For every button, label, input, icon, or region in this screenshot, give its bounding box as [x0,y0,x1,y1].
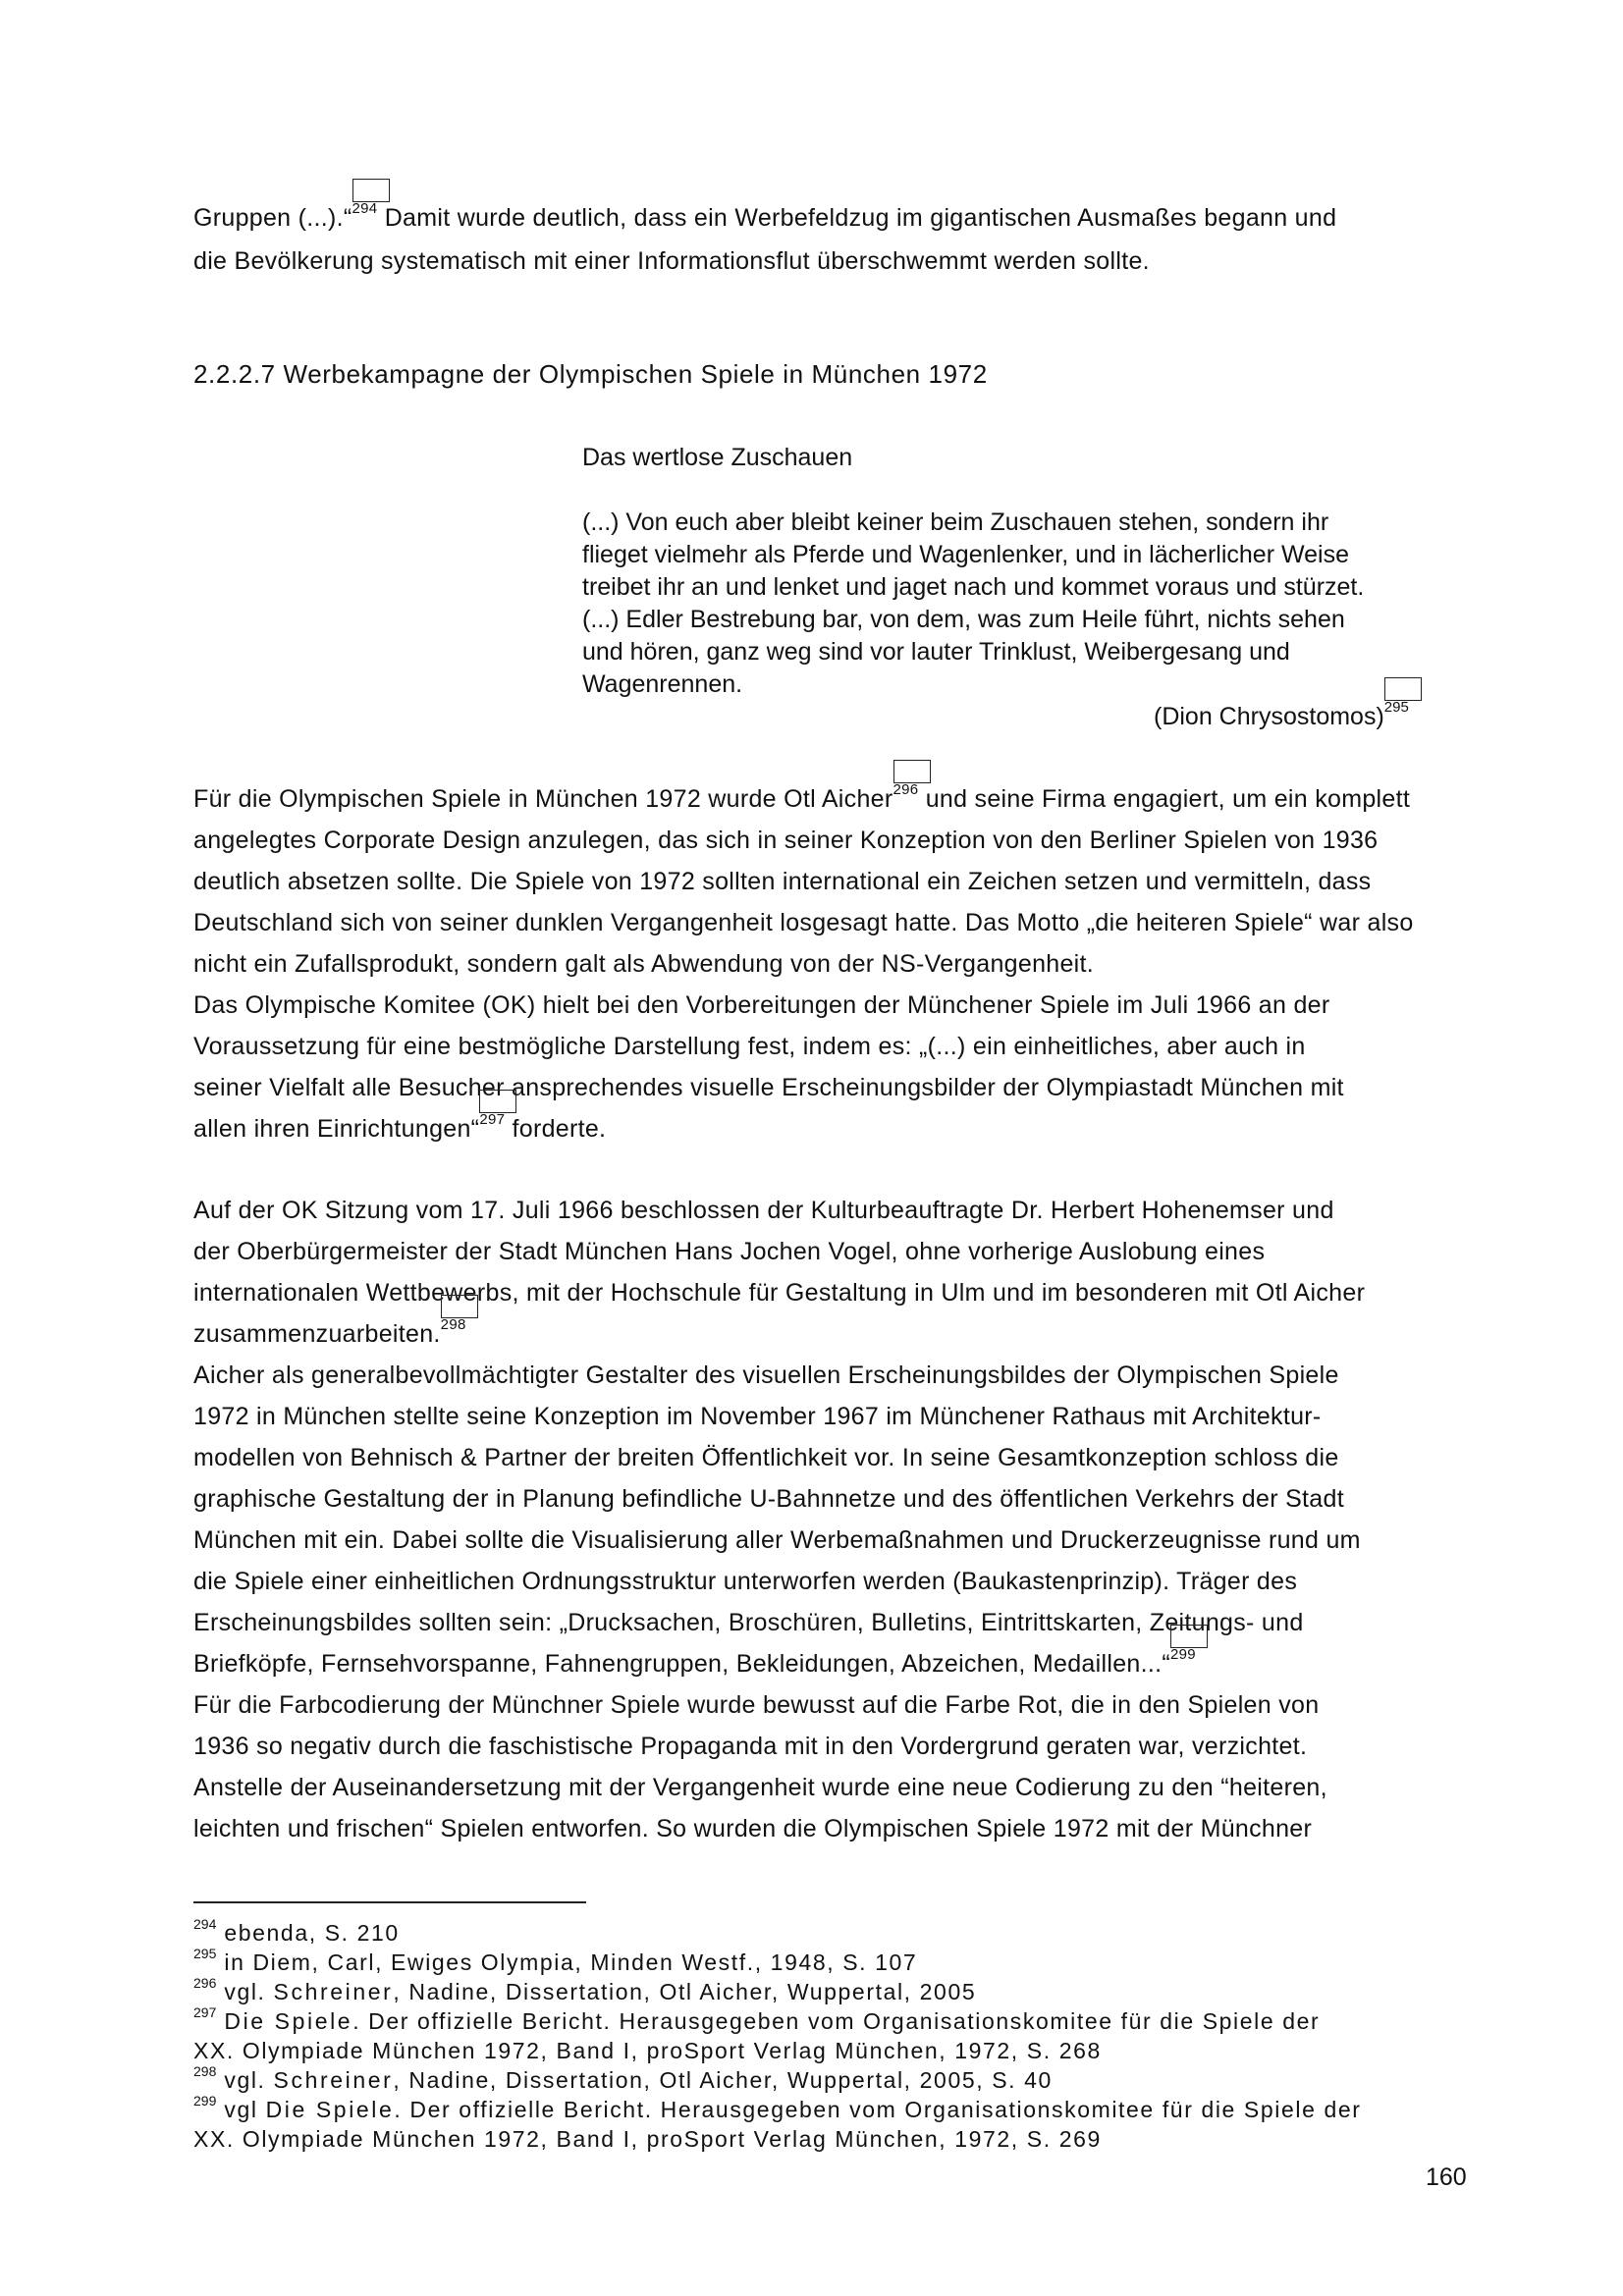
footnote-299-cont: XX. Olympiade München 1972, Band I, proSport Verlag München, 1972, S. 269 [193,2126,1102,2152]
attribution-text: (Dion Chrysostomos) [1154,703,1384,730]
body-line: deutlich absetzen sollte. Die Spiele von 1972 sollten international ein Zeichen setzen und vermitteln, dass [193,868,1372,895]
footnote-number: 299 [193,2093,217,2109]
body-line: graphische Gestaltung der in Planung befindliche U-Bahnnetze und des öffentlichen Verkehrs der Stadt [193,1485,1344,1513]
body-text: Für die Olympischen Spiele in München 1972 wurde Otl Aicher [193,785,893,813]
footnote-text: . Der offizielle Bericht. Herausgegeben vom Organisationskomitee für die Spiele der [394,2097,1362,2122]
intro-text-a: Gruppen (...).“ [193,204,352,232]
body-line: München mit ein. Dabei sollte die Visualisierung aller Werbemaßnahmen und Druckerzeugnisse rund um [193,1526,1361,1554]
footnote-number: 296 [193,1975,217,1992]
footnote-ref-297[interactable]: 297 [479,1115,505,1144]
body-text: Briefköpfe, Fernsehvorspanne, Fahnengruppen, Bekleidungen, Abzeichen, Medaillen...“ [193,1650,1170,1678]
quote-line: treibet ihr an und lenket und jaget nach und kommet voraus und stürzet. [582,573,1365,601]
footnote-text: , Nadine, Dissertation, Otl Aicher, Wuppertal, 2005 [393,1979,977,2004]
footnote-author: Schreiner [273,2067,394,2093]
footnote-text: vgl. [224,1979,274,2004]
footnote-text: in Diem, Carl, Ewiges Olympia, Minden Westf., 1948, S. 107 [224,1949,918,1975]
body-text: zusammenzuarbeiten. [193,1320,441,1348]
body-line: Aicher als generalbevollmächtigter Gestalter des visuellen Erscheinungsbildes der Olympischen Spiele [193,1362,1339,1389]
body-line: Anstelle der Auseinandersetzung mit der Vergangenheit wurde eine neue Codierung zu den “heiteren, [193,1774,1327,1801]
body-line: internationalen Wettbewerbs, mit der Hochschule für Gestaltung in Ulm und im besonderen mit Otl Aicher [193,1279,1366,1307]
quote-line: und hören, ganz weg sind vor lauter Trinklust, Weibergesang und [582,638,1290,666]
body-line: 1936 so negativ durch die faschistische Propaganda mit in den Vordergrund geraten war, verzichtet. [193,1733,1308,1760]
footnote-title: Die Spiele [265,2097,395,2122]
quote-title: Das wertlose Zuschauen [582,444,853,471]
body-line: Deutschland sich von seiner dunklen Vergangenheit losgesagt hatte. Das Motto „die heiteren Spiele“ war also [193,909,1414,936]
body-line: Das Olympische Komitee (OK) hielt bei den Vorbereitungen der Münchener Spiele im Juli 1966 an der [193,991,1330,1019]
intro-text-b: Damit wurde deutlich, dass ein Werbefeldzug im gigantischen Ausmaßes begann und [384,204,1337,232]
footnote-ref-294[interactable]: 294 [352,204,378,233]
body-line [193,780,1411,814]
body-line: modellen von Behnisch & Partner der breiten Öffentlichkeit vor. In seine Gesamtkonzeption schloss die [193,1444,1339,1471]
body-line: 1972 in München stellte seine Konzeption im November 1967 im Münchener Rathaus mit Architektur- [193,1403,1322,1430]
footnote-text: . Der offizielle Bericht. Herausgegeben vom Organisationskomitee für die Spiele der [352,2008,1321,2034]
body-line: Für die Farbcodierung der Münchner Spiele wurde bewusst auf die Farbe Rot, die in den Spielen von [193,1691,1320,1719]
footnote-ref-298[interactable]: 298 [441,1320,466,1349]
body-text: allen ihren Einrichtungen“ [193,1115,480,1143]
footnote-number: 298 [193,2063,217,2080]
footnote-297-cont: XX. Olympiade München 1972, Band I, proSport Verlag München, 1972, S. 268 [193,2038,1102,2063]
body-line [193,1110,607,1144]
footnote-text: vgl [224,2097,266,2122]
footnote-number: 294 [193,1916,217,1933]
footnote-299 [193,2093,1362,2123]
footnote-title: Die Spiele [224,2008,353,2034]
quote-attribution [1154,698,1409,731]
footnote-296 [193,1975,977,2005]
footnote-text: vgl. [224,2067,274,2093]
body-text: und seine Firma engagiert, um ein komplett [925,785,1411,813]
body-line [193,1645,1196,1679]
footnote-ref-296[interactable]: 296 [893,785,919,814]
quote-line: flieget vielmehr als Pferde und Wagenlenker, und in lächerlicher Weise [582,541,1349,568]
page-number: 160 [1426,2163,1467,2191]
footnote-295 [193,1946,918,1976]
footnote-number: 295 [193,1946,217,1962]
quote-line: (...) Edler Bestrebung bar, von dem, was zum Heile führt, nichts sehen [582,606,1345,633]
body-line: Auf der OK Sitzung vom 17. Juli 1966 beschlossen der Kulturbeauftragte Dr. Herbert Hohenemser und [193,1197,1334,1224]
footnote-ref-295[interactable]: 295 [1384,703,1409,731]
body-line: Erscheinungsbildes sollten sein: „Drucksachen, Broschüren, Bulletins, Eintrittskarten, Zeitungs- und [193,1609,1304,1636]
body-line: angelegtes Corporate Design anzulegen, das sich in seiner Konzeption von den Berliner Spielen von 1936 [193,827,1379,854]
body-line: Voraussetzung für eine bestmögliche Darstellung fest, indem es: „(...) ein einheitliches, aber auch in [193,1033,1306,1060]
quote-line: (...) Von euch aber bleibt keiner beim Zuschauen stehen, sondern ihr [582,508,1329,536]
body-line: seiner Vielfalt alle Besucher ansprechendes visuelle Erscheinungsbilder der Olympiastadt München mit [193,1074,1344,1101]
intro-line-2: die Bevölkerung systematisch mit einer Informationsflut überschwemmt werden sollte. [193,247,1150,275]
footnote-294 [193,1916,400,1947]
footnote-text: ebenda, S. 210 [224,1920,400,1946]
footnote-text: , Nadine, Dissertation, Otl Aicher, Wuppertal, 2005, S. 40 [393,2067,1053,2093]
body-line: nicht ein Zufallsprodukt, sondern galt als Abwendung von der NS-Vergangenheit. [193,950,1095,978]
body-line [193,1315,466,1349]
footnote-separator [193,1901,586,1903]
footnote-number: 297 [193,2004,217,2021]
body-line: leichten und frischen“ Spielen entworfen. So wurden die Olympischen Spiele 1972 mit der Münchner [193,1815,1313,1842]
footnote-298 [193,2063,1053,2094]
intro-line-1 [193,199,1337,233]
body-line: die Spiele einer einheitlichen Ordnungsstruktur unterworfen werden (Baukastenprinzip). Träger des [193,1568,1298,1595]
body-text: forderte. [512,1115,607,1143]
footnote-297 [193,2004,1321,2035]
quote-line: Wagenrennen. [582,670,743,698]
footnote-ref-299[interactable]: 299 [1170,1650,1196,1679]
section-heading: 2.2.2.7 Werbekampagne der Olympischen Spiele in München 1972 [193,359,988,389]
body-line: der Oberbürgermeister der Stadt München Hans Jochen Vogel, ohne vorherige Auslobung eines [193,1238,1266,1265]
footnote-author: Schreiner [273,1979,394,2004]
